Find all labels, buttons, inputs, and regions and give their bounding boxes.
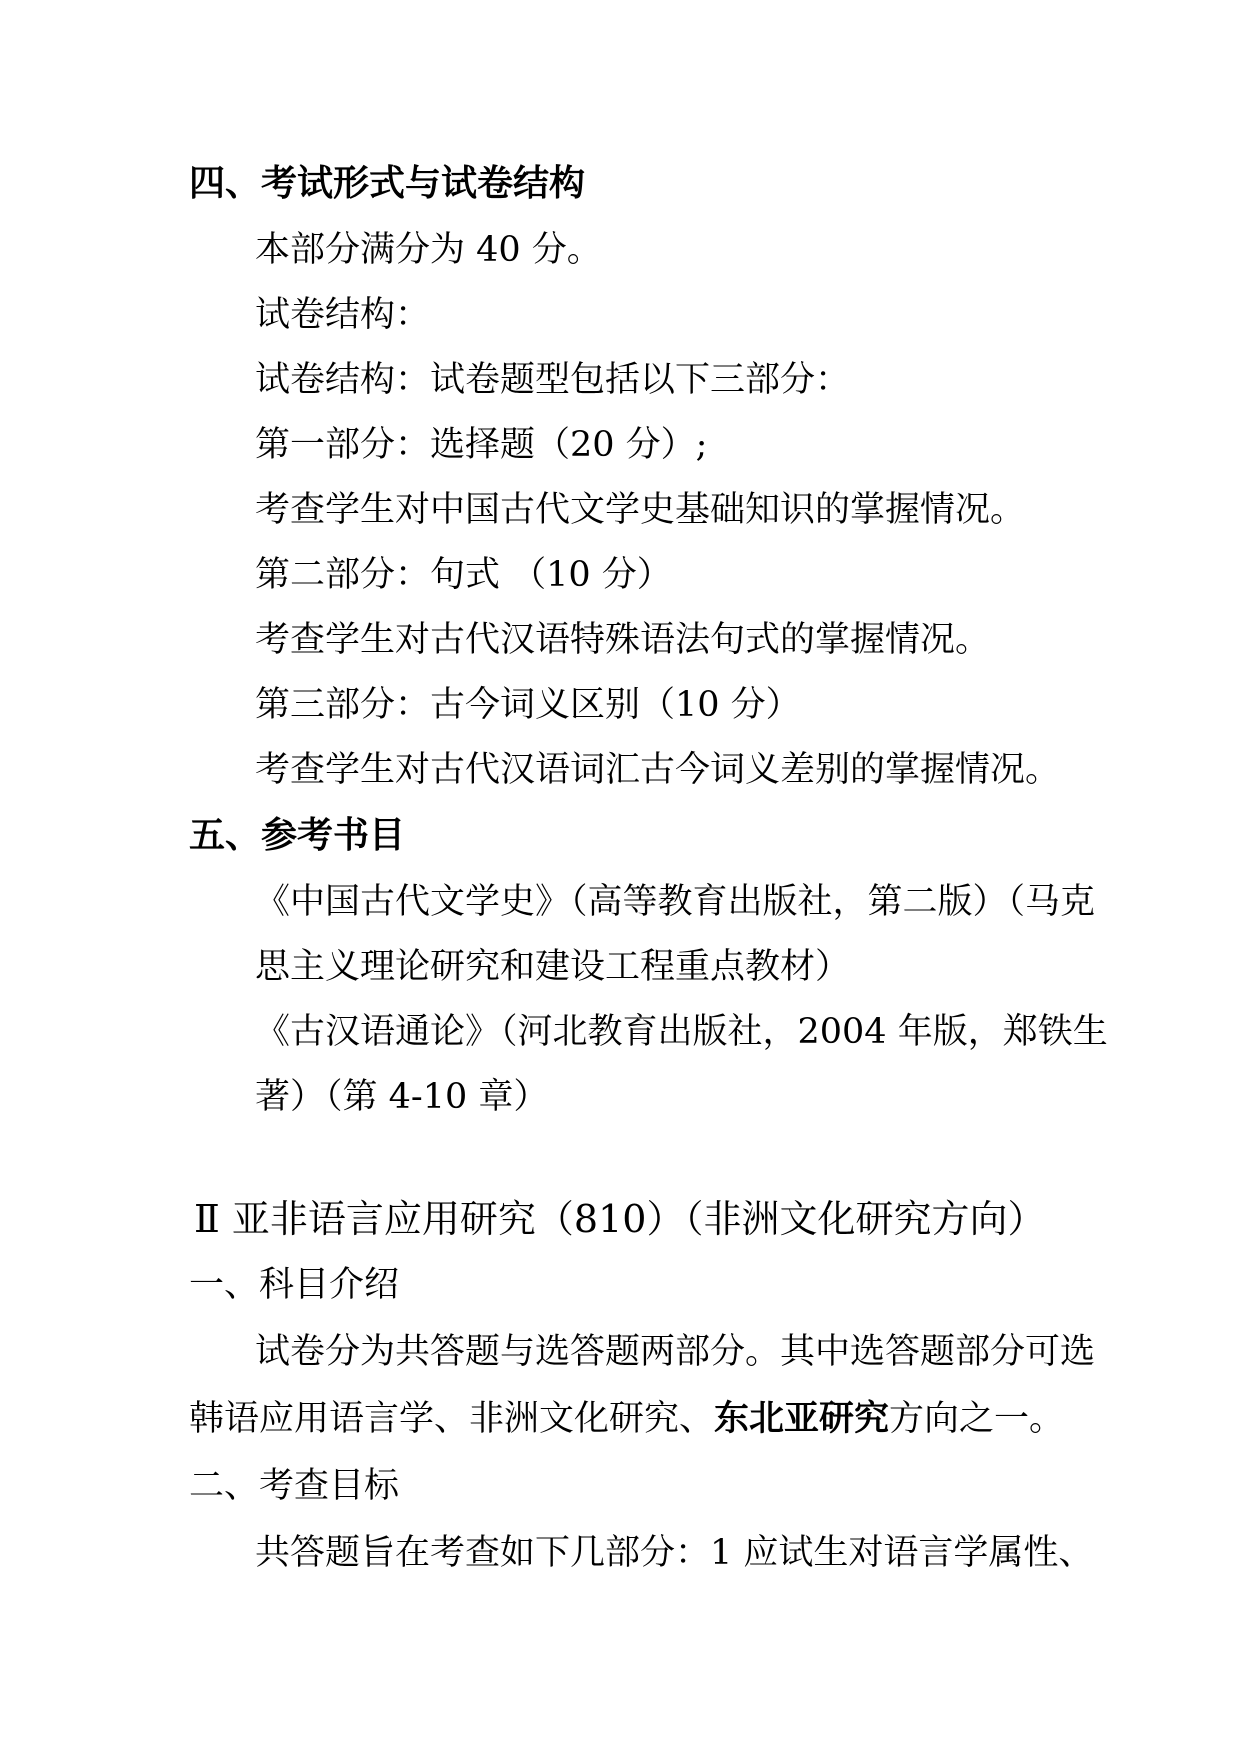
subject-intro-line-2 xyxy=(189,1399,1065,1439)
section-4-line-3: 试卷结构：试卷题型包括以下三部分： xyxy=(255,360,851,400)
reference-2-line-2: 著）（第 4-10 章） xyxy=(255,1077,549,1117)
section-5-heading: 五、参考书目 xyxy=(189,815,406,856)
subject-intro-line-2-text-a: 韩语应用语言学、非洲文化研究、 xyxy=(189,1399,715,1439)
subject-intro-line-1: 试卷分为共答题与选答题两部分。其中选答题部分可选 xyxy=(255,1332,1096,1372)
section-4-line-9: 考查学生对古代汉语词汇古今词义差别的掌握情况。 xyxy=(255,750,1061,790)
exam-objectives-line-1: 共答题旨在考查如下几部分：1 应试生对语言学属性、 xyxy=(255,1533,1094,1573)
part-2-title: Ⅱ 亚非语言应用研究（810）（非洲文化研究方向） xyxy=(194,1197,1046,1241)
subject-intro-line-2-text-c: 方向之一。 xyxy=(889,1399,1065,1439)
section-4-line-1: 本部分满分为 40 分。 xyxy=(255,230,602,270)
section-4-line-8: 第三部分：古今词义区别（10 分） xyxy=(255,685,801,725)
section-4-line-2: 试卷结构： xyxy=(255,295,431,335)
section-4-line-6: 第二部分：句式 （10 分） xyxy=(255,555,672,595)
northeast-asia-research-emphasis: 东北亚研究 xyxy=(714,1399,890,1439)
reference-1-line-2: 思主义理论研究和建设工程重点教材） xyxy=(255,947,851,987)
section-4-line-5: 考查学生对中国古代文学史基础知识的掌握情况。 xyxy=(255,490,1026,530)
exam-objectives-heading: 二、考查目标 xyxy=(189,1466,400,1506)
section-4-line-7: 考查学生对古代汉语特殊语法句式的掌握情况。 xyxy=(255,620,991,660)
section-4-heading: 四、考试形式与试卷结构 xyxy=(189,163,586,204)
section-4-line-4: 第一部分：选择题（20 分）; xyxy=(255,425,708,465)
reference-2-line-1: 《古汉语通论》（河北教育出版社，2004 年版，郑铁生 xyxy=(255,1012,1108,1052)
subject-intro-heading: 一、科目介绍 xyxy=(189,1265,400,1305)
reference-1-line-1: 《中国古代文学史》（高等教育出版社，第二版）（马克 xyxy=(255,882,1096,922)
